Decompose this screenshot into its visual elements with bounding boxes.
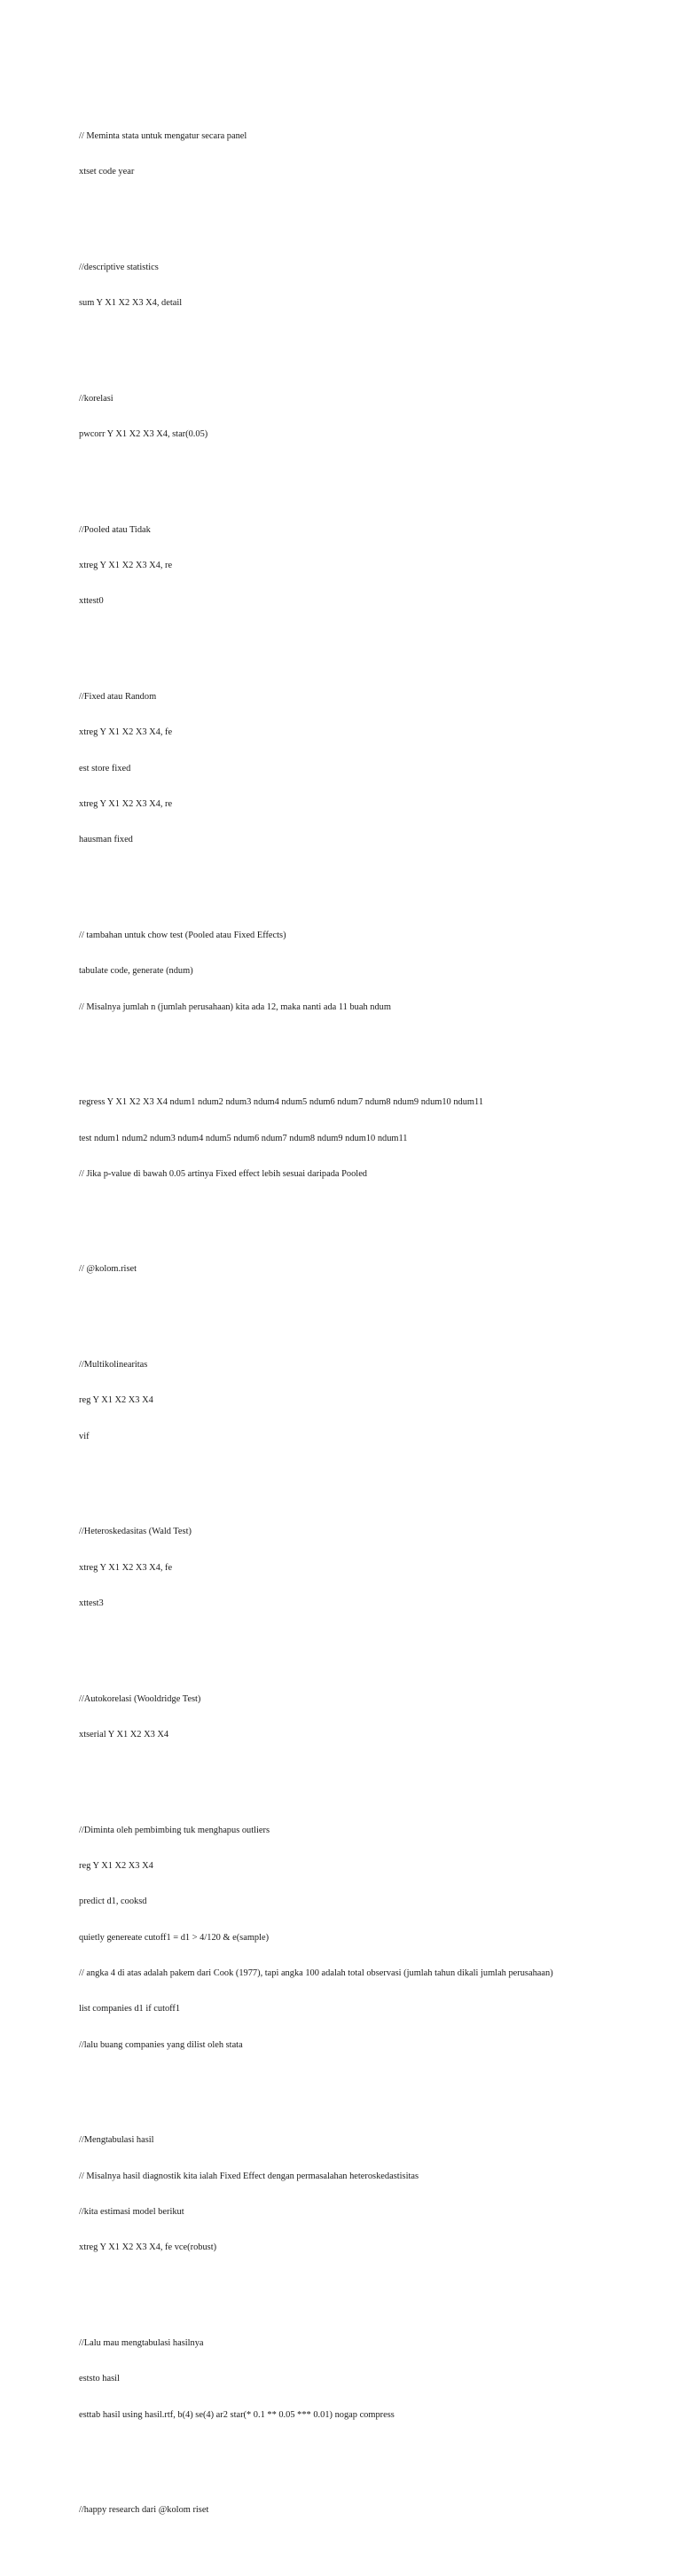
code-line: xtreg Y X1 X2 X3 X4, fe — [79, 1562, 173, 1573]
comment-line: //Pooled atau Tidak — [79, 524, 151, 535]
paragraph-closing — [79, 2480, 664, 2540]
paragraph-pooled — [79, 500, 664, 632]
comment-line: //happy research dari @kolom riset — [79, 2505, 209, 2516]
code-line: xttest3 — [79, 1598, 104, 1608]
comment-line: // Jika p-value di bawah 0.05 artinya Fixed effect lebih sesuai daripada Pooled — [79, 1168, 367, 1179]
comment-line: // @kolom.riset — [79, 1264, 137, 1275]
code-line: regress Y X1 X2 X3 X4 ndum1 ndum2 ndum3 ndum4 ndum5 ndum6 ndum7 ndum8 ndum9 ndum10 ndum11 — [79, 1097, 484, 1108]
comment-line: //Fixed atau Random — [79, 691, 157, 702]
stata-script-text — [79, 82, 664, 2576]
comment-line: //kita estimasi model berikut — [79, 2206, 184, 2217]
code-line: xtreg Y X1 X2 X3 X4, fe vce(robust) — [79, 2242, 217, 2253]
paragraph-panel-setup — [79, 106, 664, 202]
paragraph-autokorelasi — [79, 1669, 664, 1765]
code-line: xtset code year — [79, 167, 135, 177]
comment-line: // angka 4 di atas adalah pakem dari Cook (1977), tapi angka 100 adalah total observasi (jumlah tahun dikali jumlah perusahaan) — [79, 1967, 553, 1978]
paragraph-outliers — [79, 1801, 664, 2075]
code-line: test ndum1 ndum2 ndum3 ndum4 ndum5 ndum6 ndum7 ndum8 ndum9 ndum10 ndum11 — [79, 1133, 408, 1143]
comment-line: //Lalu mau mengtabulasi hasilnya — [79, 2337, 204, 2348]
paragraph-chow-test — [79, 906, 664, 1037]
paragraph-credit — [79, 1240, 664, 1300]
comment-line: //Diminta oleh pembimbing tuk menghapus outliers — [79, 1825, 270, 1835]
code-line: eststo hasil — [79, 2374, 120, 2384]
comment-line: //Autokorelasi (Wooldridge Test) — [79, 1693, 201, 1704]
comment-line: //korelasi — [79, 393, 114, 404]
comment-line: // Misalnya jumlah n (jumlah perusahaan) kita ada 12, maka nanti ada 11 buah ndum — [79, 1001, 391, 1012]
paragraph-korelasi — [79, 369, 664, 465]
comment-line: //descriptive statistics — [79, 262, 159, 272]
code-line: predict d1, cooksd — [79, 1897, 147, 1907]
code-line: tabulate code, generate (ndum) — [79, 966, 193, 977]
comment-line: //Multikolinearitas — [79, 1360, 148, 1370]
code-line: xtserial Y X1 X2 X3 X4 — [79, 1729, 169, 1740]
code-line: reg Y X1 X2 X3 X4 — [79, 1860, 153, 1871]
code-line: xttest0 — [79, 596, 104, 607]
paragraph-tabulasi — [79, 2110, 664, 2277]
code-line: pwcorr Y X1 X2 X3 X4, star(0.05) — [79, 429, 208, 440]
code-line: xtreg Y X1 X2 X3 X4, fe — [79, 727, 173, 738]
comment-line: //lalu buang companies yang dilist oleh stata — [79, 2039, 243, 2050]
code-line: est store fixed — [79, 763, 131, 774]
code-line: list companies d1 if cutoff1 — [79, 2004, 181, 2014]
paragraph-heteroskedasitas — [79, 1502, 664, 1633]
comment-line: // Misalnya hasil diagnostik kita ialah Fixed Effect dengan permasalahan heteroskedastisitas — [79, 2171, 419, 2181]
comment-line: // tambahan untuk chow test (Pooled atau Fixed Effects) — [79, 930, 286, 940]
code-line: vif — [79, 1431, 90, 1441]
comment-line: //Heteroskedasitas (Wald Test) — [79, 1527, 192, 1537]
comment-line: //Mengtabulasi hasil — [79, 2135, 154, 2146]
code-line: hausman fixed — [79, 835, 133, 845]
paragraph-fixed-random — [79, 667, 664, 870]
comment-line: // Meminta stata untuk mengatur secara panel — [79, 130, 247, 141]
code-line: sum Y X1 X2 X3 X4, detail — [79, 298, 183, 309]
paragraph-descriptive — [79, 238, 664, 334]
paragraph-esttab — [79, 2313, 664, 2445]
code-line: esttab hasil using hasil.rtf, b(4) se(4) ar2 star(* 0.1 ** 0.05 *** 0.01) nogap compress — [79, 2409, 395, 2420]
code-line: quietly genereate cutoff1 = d1 > 4/120 & e(sample) — [79, 1932, 270, 1943]
code-line: xtreg Y X1 X2 X3 X4, re — [79, 798, 173, 809]
paragraph-multikolinearitas — [79, 1335, 664, 1466]
paragraph-regress-dummies — [79, 1072, 664, 1204]
code-line: xtreg Y X1 X2 X3 X4, re — [79, 560, 173, 570]
code-line: reg Y X1 X2 X3 X4 — [79, 1395, 153, 1406]
